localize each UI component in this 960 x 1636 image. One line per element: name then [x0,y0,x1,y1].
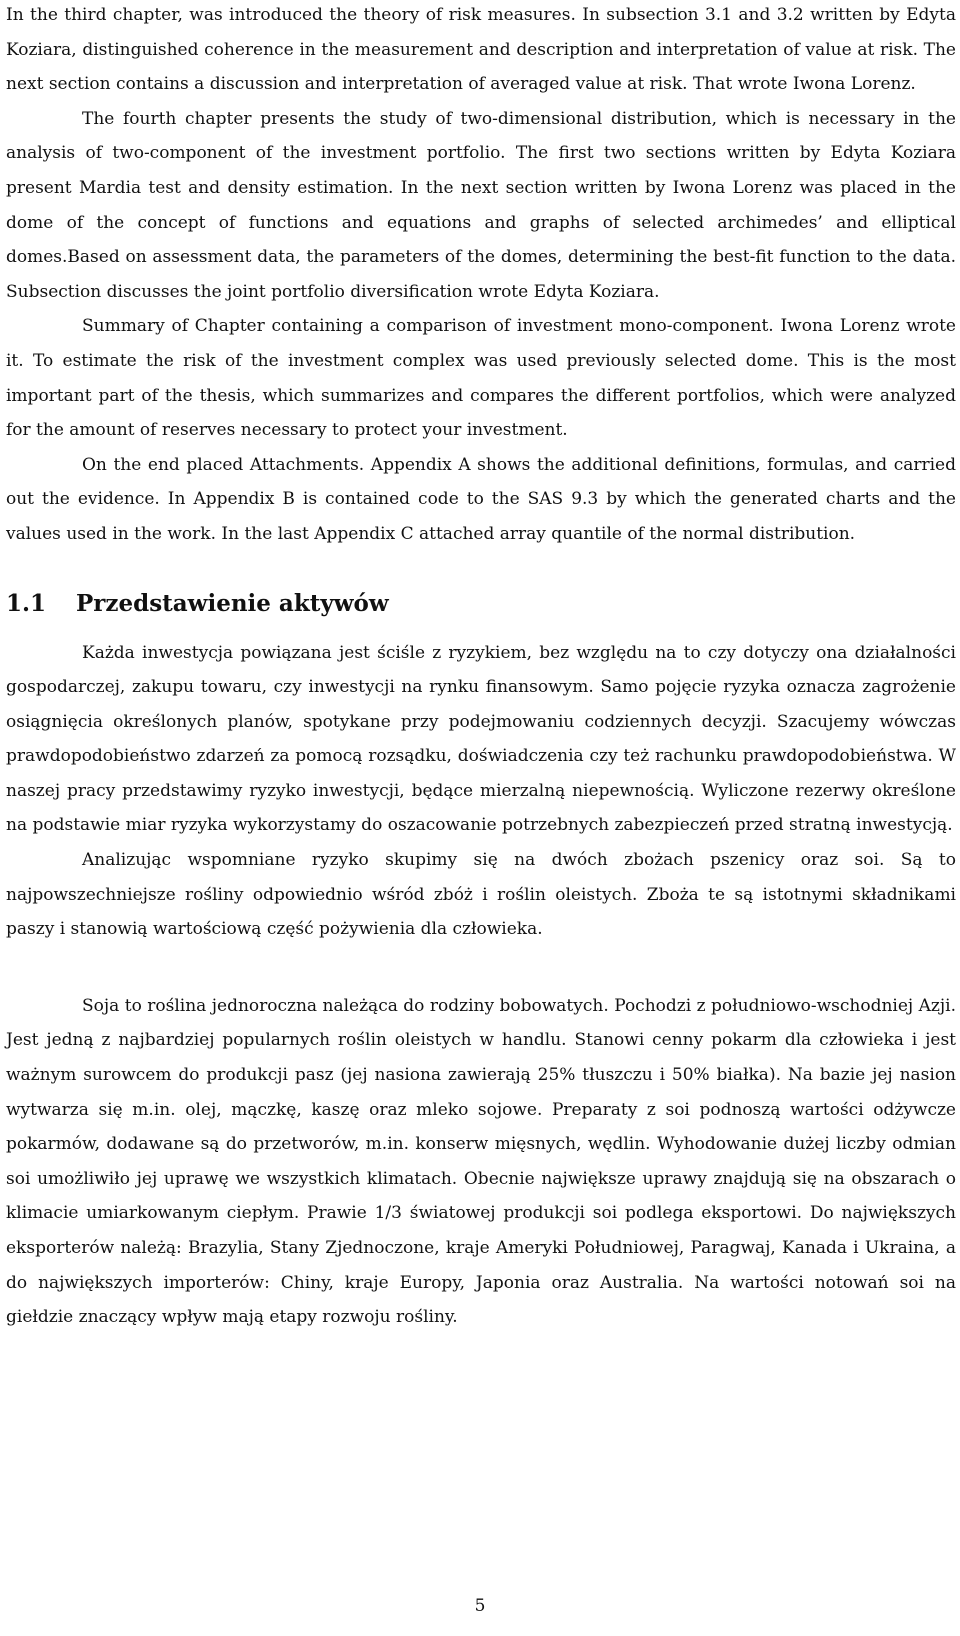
paragraph-chapter-four: The fourth chapter presents the study of two-dimensional distribution, which is necessary in the analysis of two-component of the investment portfolio. The first two sections written by Edyta Koziara present Mardia test and density estimation. In the next section written by Iwona Lorenz was placed in the dome of the concept of functions and equations and graphs of selected archimedes’ and elliptical domes.Based on assessment data, the parameters of the domes, determining the best-fit function to the data. Subsection discusses the joint portfolio diversification wrote Edyta Koziara. [6,108,956,302]
paragraph-soy: Soja to roślina jednoroczna należąca do rodziny bobowatych. Pochodzi z południowo-wschodniej Azji. Jest jedną z najbardziej popularnych roślin oleistych w handlu. Stanowi cenny pokarm dla człowieka i jest ważnym surowcem do produkcji pasz (jej nasiona zawierają 25% tłuszczu i 50% białka). Na bazie jej nasion wytwarza się m.in. olej, mączkę, kaszę oraz mleko sojowe. Preparaty z soi podnoszą wartości odżywcze pokarmów, dodawane są do przetworów, m.in. konserw mięsnych, wędlin. Wyhodowanie dużej liczby odmian soi umożliwiło jej uprawę we wszystkich klimatach. Obecnie największe uprawy znajdują się na obszarach o klimacie umiarkowanym ciepłym. Prawie 1/3 światowej produkcji soi podlega eksportowi. Do największych eksporterów należą: Brazylia, Stany Zjednoczone, kraje Ameryki Południowej, Paragwaj, Kanada i Ukraina, a do największych importerów: Chiny, kraje Europy, Japonia oraz Australia. Na wartości notowań soi na giełdzie znaczący wpływ mają etapy rozwoju rośliny. [6,995,956,1328]
paragraph-grains: Analizując wspomniane ryzyko skupimy się na dwóch zbożach pszenicy oraz soi. Są to najpowszechniejsze rośliny odpowiednio wśród zbóż i roślin oleistych. Zboża te są istotnymi składnikami paszy i stanowią wartościową część pożywienia dla człowieka. [6,850,956,940]
paragraph-summary-chapter: Summary of Chapter containing a comparison of investment mono-component. Iwona Lorenz wrote it. To estimate the risk of the investment complex was used previously selected dome. This is the most important part of the thesis, which summarizes and compares the different portfolios, which were analyzed for the amount of reserves necessary to protect your investment. [6,316,956,441]
paragraph-gap [6,947,956,989]
paragraph-investment-risk: Każda inwestycja powiązana jest ściśle z ryzykiem, bez względu na to czy dotyczy ona działalności gospodarczej, zakupu towaru, czy inwestycji na rynku finansowym. Samo pojęcie ryzyka oznacza zagrożenie osiągnięcia określonych planów, spotykane przy podejmowaniu codziennych decyzji. Szacujemy wówczas prawdopodobieństwo zdarzeń za pomocą rozsądku, doświadczenia czy też rachunku prawdopodobieństwa. W naszej pracy przedstawimy ryzyko inwestycji, będące mierzalną niepewnością. Wyliczone rezerwy określone na podstawie miar ryzyka wykorzystamy do oszacowanie potrzebnych zabezpieczeń przed stratną inwestycją. [6,642,956,836]
page-number: 5 [474,1596,486,1616]
paragraph-attachments: On the end placed Attachments. Appendix A shows the additional definitions, formulas, and carried out the evidence. In Appendix B is contained code to the SAS 9.3 by which the generated charts and the values used in the work. In the last Appendix C attached array quantile of the normal distribution. [6,454,956,544]
page-body [6,0,956,1335]
section-title: Przedstawienie aktywów [76,589,389,617]
section-number: 1.1 [6,589,47,617]
paragraph-chapter-three: In the third chapter, was introduced the theory of risk measures. In subsection 3.1 and 3.2 written by Edyta Koziara, distinguished coherence in the measurement and description and interpretation of value at risk. The next section contains a discussion and interpretation of averaged value at risk. That wrote Iwona Lorenz. [6,5,956,95]
section-heading [6,589,956,619]
